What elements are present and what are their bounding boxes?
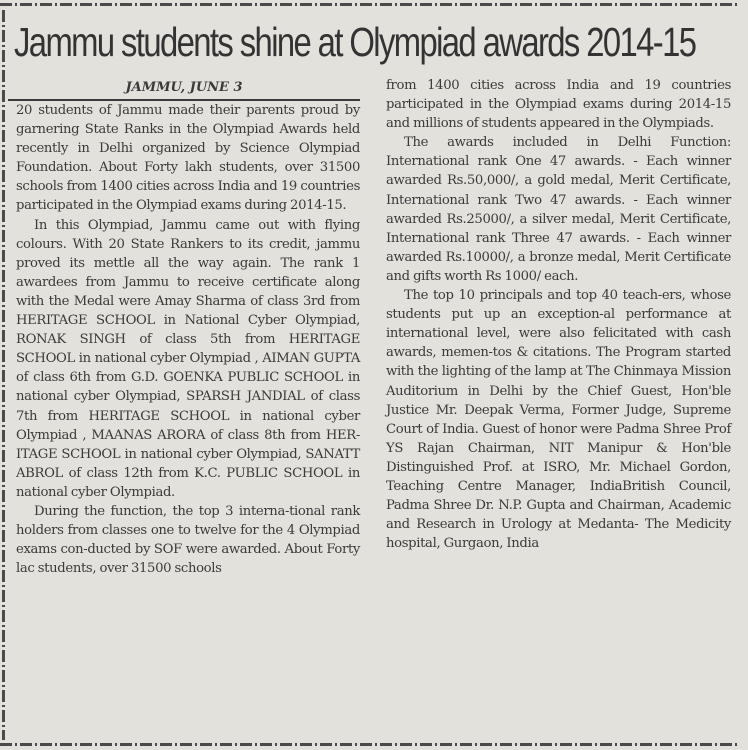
paragraph: 20 students of Jammu made their parents proud by garnering State Ranks in the Olympiad Awards held recently in Delhi organized by Science Olympiad Foundation. About Forty lakh students, over 31500 schools from 1400 cities across India and 19 countries participated in the Olympiad exams during 2014-15. xyxy=(16,103,360,214)
article-headline: Jammu students shine at Olympiad awards 2014-15 xyxy=(14,19,696,65)
paragraph: from 1400 cities across India and 19 countries participated in the Olympiad exams during 2014-15 and millions of students appeared in the Olympiads. xyxy=(386,78,731,132)
dashed-border-bottom xyxy=(0,743,740,746)
paragraph: The awards included in Delhi Function: International rank One 47 awards. - Each winner awarded Rs.50,000/, a gold medal, Merit Certificate, International rank Two 47 awards. - Each winner awarded Rs.25000/, a silver medal, Merit Certificate, International rank Three 47 awards. - Each winner awarded Rs.10000/, a bronze medal, Merit Certificate and gifts worth Rs 1000/ each. xyxy=(386,135,731,284)
paragraph: The top 10 principals and top 40 teach-ers, whose students put up an exception-al performance at international level, were also felicitated with cash awards, memen-tos & citations. The Program started with the lighting of the lamp at The Chinmaya Mission Auditorium in Delhi by the Chief Guest, Hon'ble Justice Mr. Deepak Verma, Former Judge, Supreme Court of India. Guest of honor were Padma Shree Prof YS Rajan Chairman, NIT Manipur & Hon'ble Distinguished Prof. at ISRO, Mr. Michael Gordon, Teaching Centre Manager, IndiaBritish Council, Padma Shree Dr. N.P. Gupta and Chairman, Academic and Research in Urology at Medanta- The Medicity hospital, Gurgaon, India xyxy=(386,288,731,552)
paragraph: During the function, the top 3 interna-tional rank holders from classes one to twelve for the 4 Olympiad exams con-ducted by SOF were awarded. About Forty lac students, over 31500 schools xyxy=(16,503,360,577)
paragraph: In this Olympiad, Jammu came out with flying colours. With 20 State Rankers to its credit, jammu proved its mettle all the way again. The rank 1 awardees from Jammu to receive certificate along with the Medal were Amay Sharma of class 3rd from HERITAGE SCHOOL in National Cyber Olympiad, RONAK SINGH of class 5th from HERITAGE SCHOOL in national cyber Olympiad , AIMAN GUPTA of class 6th from G.D. GOENKA PUBLIC SCHOOL in national cyber Olympiad, SPARSH JANDIAL of class 7th from HERITAGE SCHOOL in national cyber Olympiad , MAANAS ARORA of class 8th from HER-ITAGE SCHOOL in national cyber Olympiad, SANATT ABROL of class 12th from K.C. PUBLIC SCHOOL in national cyber Olympiad. xyxy=(16,217,360,500)
dashed-border-left xyxy=(2,10,5,740)
dashed-border-top xyxy=(0,3,740,6)
right-column xyxy=(386,76,731,553)
article-dateline: JAMMU, JUNE 3 xyxy=(125,80,243,95)
left-column xyxy=(16,101,360,578)
